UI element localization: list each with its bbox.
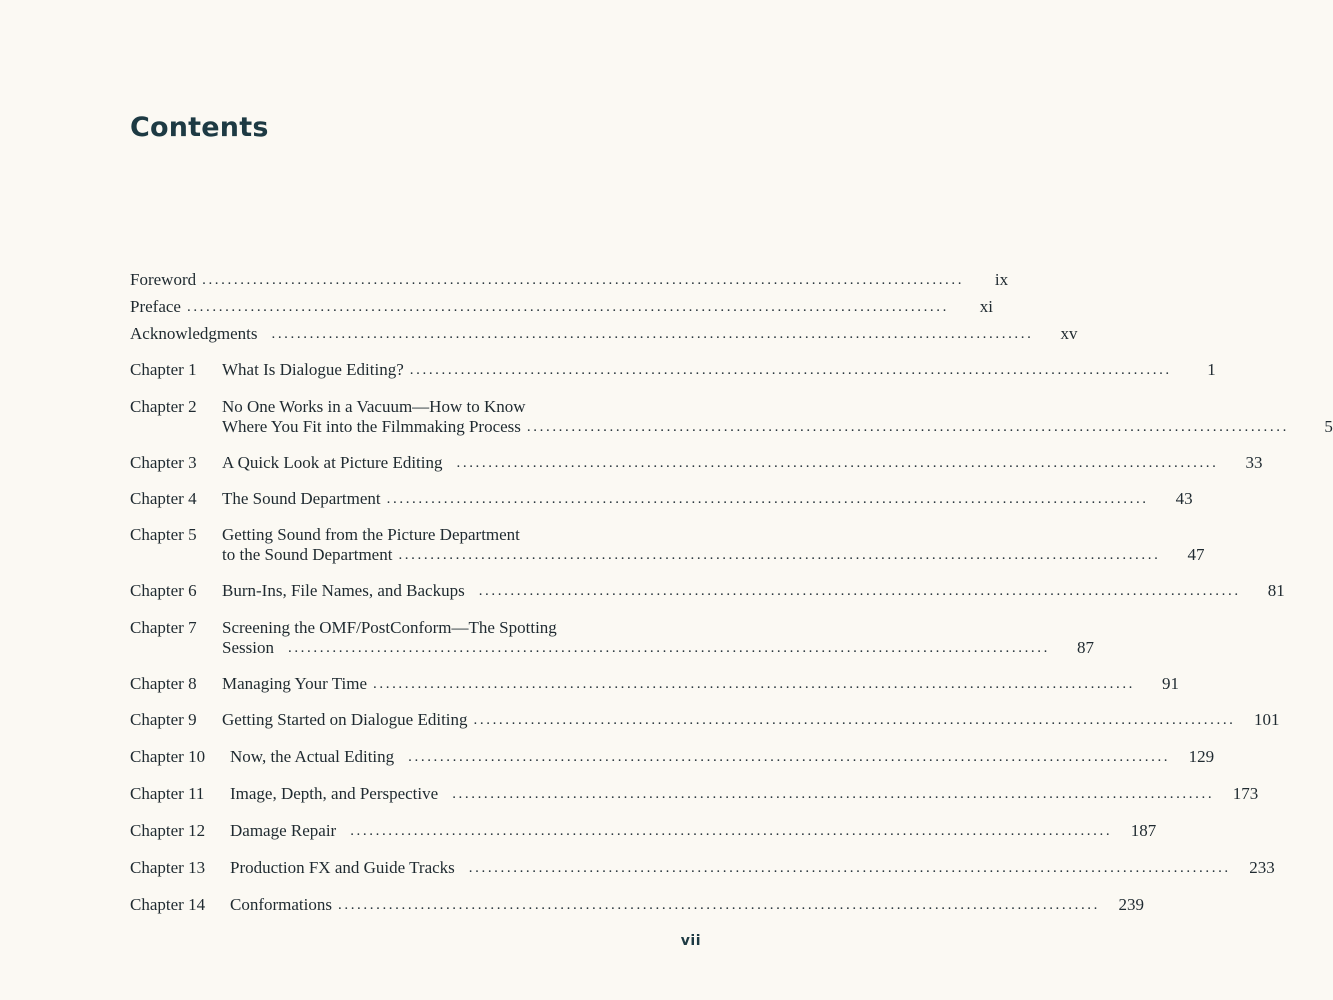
toc-entry-foreword[interactable] xyxy=(130,270,1009,290)
toc-page-number: 43 xyxy=(1175,489,1193,508)
toc-entry-title: Damage Repair xyxy=(230,821,337,840)
toc-entry-chapter-9[interactable] xyxy=(130,710,1280,730)
toc-entry-title-line1: No One Works in a Vacuum—How to Know xyxy=(222,397,526,416)
dot-leader: ........................................................................................................................ xyxy=(452,786,1215,802)
page-title: Contents xyxy=(130,112,269,143)
toc-entry-title: to the Sound Department xyxy=(222,545,393,564)
dot-leader: ........................................................................................................................ xyxy=(271,326,1034,342)
toc-entry-title: Conformations xyxy=(230,895,332,914)
toc-entry-chapter-7[interactable] xyxy=(130,618,1094,658)
toc-page-number: 5 xyxy=(1324,417,1333,436)
toc-entry-title-line1: Getting Sound from the Picture Department xyxy=(222,525,520,544)
dot-leader: ........................................................................................................................ xyxy=(386,491,1149,507)
toc-entry-title: Image, Depth, and Perspective xyxy=(230,784,439,803)
toc-page-number: 81 xyxy=(1267,581,1285,600)
dot-leader: ........................................................................................................................ xyxy=(350,823,1113,839)
table-of-contents xyxy=(130,262,1333,915)
toc-entry-chapter-3[interactable] xyxy=(130,453,1263,473)
chapter-label: Chapter 8 xyxy=(130,674,197,693)
dot-leader: ........................................................................................................................ xyxy=(398,547,1161,563)
toc-page-number: xi xyxy=(979,297,993,316)
dot-leader: ........................................................................................................................ xyxy=(409,362,1172,378)
toc-entry-title-line1: Screening the OMF/PostConform—The Spotting xyxy=(222,618,557,637)
chapter-label: Chapter 9 xyxy=(130,710,197,729)
toc-entry-title: The Sound Department xyxy=(222,489,381,508)
toc-entry-title: Session xyxy=(222,638,274,657)
toc-entry-title: What Is Dialogue Editing? xyxy=(222,360,404,379)
toc-entry-title: Foreword xyxy=(130,270,197,289)
dot-leader: ........................................................................................................................ xyxy=(287,640,1050,656)
toc-entry-acknowledgments[interactable] xyxy=(130,324,1078,344)
dot-leader: ........................................................................................................................ xyxy=(526,419,1289,435)
toc-entry-title: A Quick Look at Picture Editing xyxy=(222,453,443,472)
toc-entry-title: Managing Your Time xyxy=(222,674,368,693)
toc-page-number: 47 xyxy=(1187,545,1205,564)
chapter-label: Chapter 1 xyxy=(130,360,197,379)
chapter-label: Chapter 4 xyxy=(130,489,197,508)
toc-entry-title: Preface xyxy=(130,297,181,316)
chapter-label: Chapter 14 xyxy=(130,895,206,914)
toc-entry-chapter-6[interactable] xyxy=(130,581,1285,601)
toc-entry-title: Now, the Actual Editing xyxy=(230,747,395,766)
dot-leader: ........................................................................................................................ xyxy=(373,676,1136,692)
toc-entry-chapter-8[interactable] xyxy=(130,674,1180,694)
toc-entry-preface[interactable] xyxy=(130,297,993,317)
dot-leader: ........................................................................................................................ xyxy=(456,455,1219,471)
toc-page-number: 233 xyxy=(1249,858,1275,877)
chapter-label: Chapter 10 xyxy=(130,747,206,766)
chapter-label: Chapter 11 xyxy=(130,784,205,803)
toc-page-number: 33 xyxy=(1245,453,1263,472)
chapter-label: Chapter 5 xyxy=(130,525,197,544)
dot-leader: ........................................................................................................................ xyxy=(186,299,949,315)
toc-page-number: ix xyxy=(994,270,1009,289)
dot-leader: ........................................................................................................................ xyxy=(473,712,1236,728)
toc-entry-chapter-13[interactable] xyxy=(130,858,1275,878)
dot-leader: ........................................................................................................................ xyxy=(202,272,965,288)
chapter-label: Chapter 2 xyxy=(130,397,197,416)
toc-page-number: xv xyxy=(1060,324,1078,343)
dot-leader: ........................................................................................................................ xyxy=(408,749,1171,765)
toc-page-number: 173 xyxy=(1232,784,1259,803)
dot-leader: ........................................................................................................................ xyxy=(478,583,1241,599)
dot-leader: ........................................................................................................................ xyxy=(468,860,1231,876)
toc-entry-title: Getting Started on Dialogue Editing xyxy=(222,710,468,729)
toc-entry-chapter-4[interactable] xyxy=(130,489,1193,509)
toc-page-number: 101 xyxy=(1254,710,1280,729)
toc-page-number: 239 xyxy=(1118,895,1144,914)
toc-page-number: 187 xyxy=(1130,821,1157,840)
toc-page-number: 87 xyxy=(1076,638,1094,657)
dot-leader: ........................................................................................................................ xyxy=(338,897,1100,913)
toc-entry-chapter-2[interactable] xyxy=(130,397,1333,437)
chapter-label: Chapter 7 xyxy=(130,618,197,637)
toc-entry-chapter-5[interactable] xyxy=(130,525,1205,565)
chapter-label: Chapter 3 xyxy=(130,453,197,472)
toc-entry-chapter-1[interactable] xyxy=(130,360,1216,380)
toc-entry-title: Burn-Ins, File Names, and Backups xyxy=(222,581,465,600)
toc-entry-chapter-10[interactable] xyxy=(130,747,1215,767)
toc-page-number: 129 xyxy=(1188,747,1215,766)
toc-page-number: 91 xyxy=(1162,674,1180,693)
chapter-label: Chapter 12 xyxy=(130,821,206,840)
chapter-label: Chapter 13 xyxy=(130,858,206,877)
toc-entry-title: Production FX and Guide Tracks xyxy=(230,858,455,877)
chapter-label: Chapter 6 xyxy=(130,581,197,600)
toc-entry-title: Acknowledgments xyxy=(130,324,258,343)
toc-entry-chapter-11[interactable] xyxy=(130,784,1259,804)
toc-entry-chapter-12[interactable] xyxy=(130,821,1157,841)
page-folio: vii xyxy=(680,933,701,949)
toc-entry-chapter-14[interactable] xyxy=(130,895,1144,915)
toc-entry-title: Where You Fit into the Filmmaking Process xyxy=(222,417,521,436)
toc-page-number: 1 xyxy=(1207,360,1216,379)
